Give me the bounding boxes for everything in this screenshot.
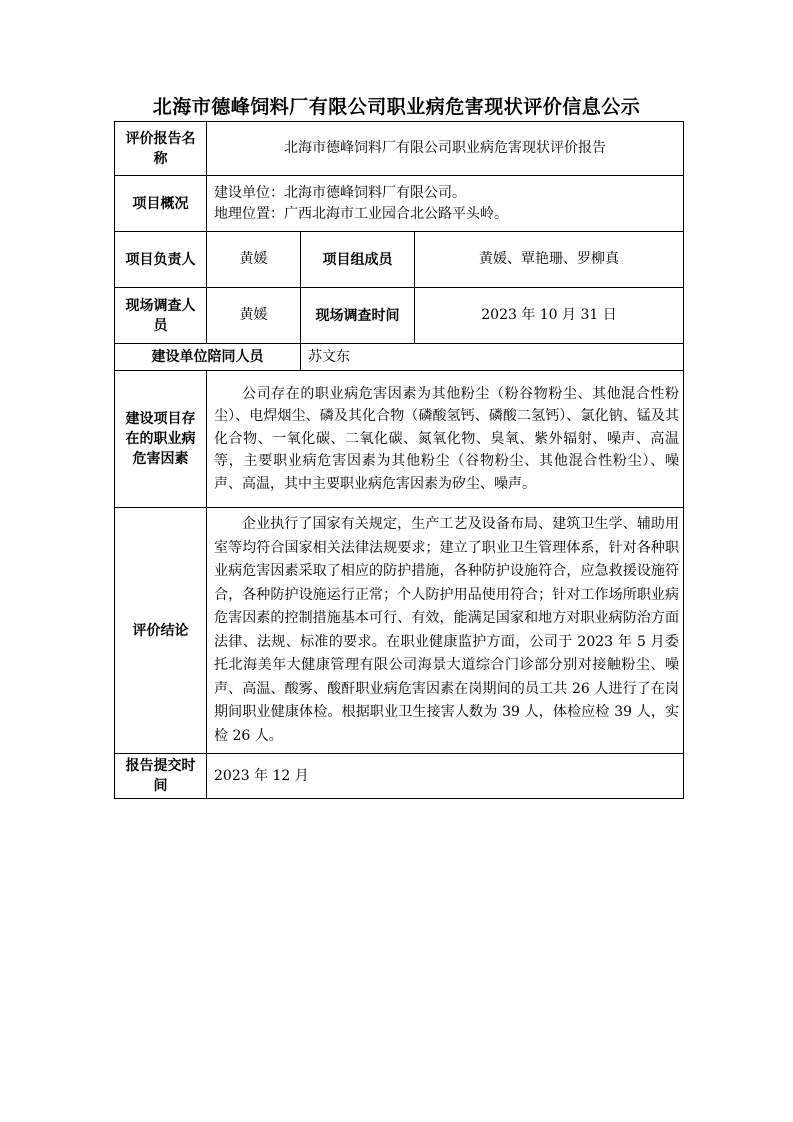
report-name-label: 评价报告名称 (115, 122, 207, 176)
submit-value: 2023 年 12 月 (207, 754, 684, 799)
disclosure-table (114, 121, 684, 799)
conclusion-label: 评价结论 (115, 508, 207, 754)
submit-label: 报告提交时间 (115, 754, 207, 799)
lead-label: 项目负责人 (115, 232, 207, 288)
survey-staff-value: 黄媛 (207, 288, 301, 344)
members-label: 项目组成员 (301, 232, 415, 288)
report-name-value: 北海市德峰饲料厂有限公司职业病危害现状评价报告 (207, 122, 684, 176)
escort-value: 苏文东 (301, 344, 684, 371)
hazards-text: 公司存在的职业病危害因素为其他粉尘（粉谷物粉尘、其他混合性粉尘）、电焊烟尘、磷及其化合物（磷酸氢钙、磷酸二氢钙）、氯化钠、锰及其化合物、一氧化碳、二氧化碳、氮氧化物、臭氧、紫外辐射、噪声、高温等，主要职业病危害因素为其他粉尘（谷物粉尘、其他混合性粉尘）、噪声、高温，其中主要职业病危害因素为矽尘、噪声。 (207, 371, 684, 508)
survey-staff-label: 现场调查人员 (115, 288, 207, 344)
hazards-label: 建设项目存在的职业病危害因素 (115, 371, 207, 508)
page-title: 北海市德峰饲料厂有限公司职业病危害现状评价信息公示 (152, 96, 641, 118)
conclusion-text: 企业执行了国家有关规定，生产工艺及设备布局、建筑卫生学、辅助用室等均符合国家相关法律法规要求；建立了职业卫生管理体系，针对各种职业病危害因素采取了相应的防护措施，各种防护设施符合，应急救援设施符合，各种防护设施运行正常；个人防护用品使用符合；针对工作场所职业病危害因素的控制措施基本可行、有效，能满足国家和地方对职业病防治方面法律、法规、标准的要求。在职业健康监护方面，公司于 2023 年 5 月委托北海美年大健康管理有限公司海景大道综合门诊部分别对接触粉尘、噪声、高温、酸雾、酸酐职业病危害因素在岗期间的员工共 26 人进行了在岗期间职业健康体检。根据职业卫生接害人数为 39 人，体检应检 39 人，实检 26 人。 (207, 508, 684, 754)
overview-line-unit: 建设单位：北海市德峰饲料厂有限公司。 (214, 184, 466, 201)
survey-time-label: 现场调查时间 (301, 288, 415, 344)
survey-time-value: 2023 年 10 月 31 日 (415, 288, 684, 344)
members-value: 黄媛、覃艳珊、罗柳真 (415, 232, 684, 288)
overview-line-location: 地理位置：广西北海市工业园合北公路平头岭。 (214, 205, 508, 222)
escort-label: 建设单位陪同人员 (115, 344, 301, 371)
lead-value: 黄媛 (207, 232, 301, 288)
overview-value (207, 176, 684, 232)
overview-label: 项目概况 (115, 176, 207, 232)
